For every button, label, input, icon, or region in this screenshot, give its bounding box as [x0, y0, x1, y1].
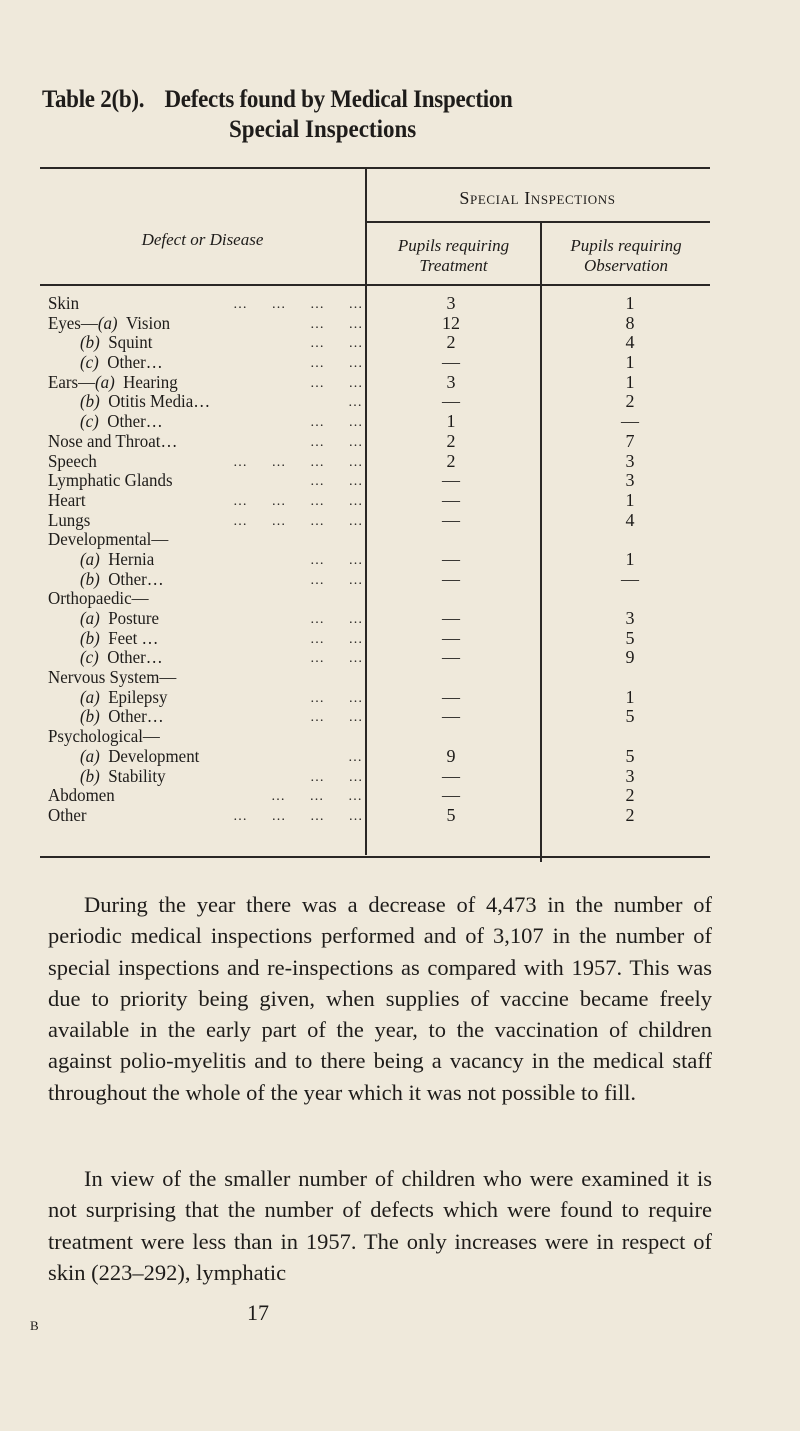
cell-observation: 3 — [625, 450, 635, 471]
cell-treatment: 3 — [446, 371, 456, 392]
table-row — [48, 352, 710, 372]
column-header-treatment-line1: Pupils requiring — [397, 236, 510, 255]
table-row — [48, 293, 710, 313]
row-label — [48, 510, 90, 530]
cell-treatment: 2 — [446, 430, 456, 451]
table-row — [48, 746, 710, 766]
header-sub-rule — [365, 221, 710, 223]
cell-observation: 1 — [625, 371, 635, 392]
table-row — [48, 647, 710, 667]
cell-observation: 2 — [625, 785, 635, 806]
column-header-treatment — [367, 236, 540, 276]
cell-treatment: — — [442, 627, 460, 648]
cell-treatment: — — [442, 352, 460, 373]
cell-treatment: — — [442, 470, 460, 491]
row-label — [48, 726, 160, 746]
paragraph-2 — [48, 1163, 712, 1288]
cell-observation: 5 — [625, 745, 635, 766]
cell-observation: 2 — [625, 391, 635, 412]
column-header-defect: Defect or Disease — [141, 230, 264, 249]
row-label-text: Lymphatic Glands — [48, 470, 173, 491]
leader-dots: … … — [310, 434, 363, 450]
row-letter: (a) — [80, 608, 100, 628]
table-row — [48, 470, 710, 490]
row-letter: (a) — [97, 312, 118, 333]
column-group-header-special-inspections: Special Inspections — [459, 188, 616, 208]
row-label-text: Nose and Throat… — [48, 430, 178, 451]
leader-dots: … … … — [271, 789, 363, 805]
table-number: Table 2(b). — [42, 86, 145, 113]
row-label — [80, 628, 158, 648]
leader-dots: … … — [310, 474, 363, 490]
table-subtitle: Special Inspections — [229, 116, 417, 143]
row-label-text: Otitis Media… — [108, 391, 211, 412]
row-label — [80, 352, 163, 372]
row-label — [48, 529, 168, 549]
table-row — [48, 431, 710, 451]
table-row — [48, 706, 710, 726]
paragraph-1 — [48, 889, 712, 1108]
cell-observation: — — [621, 568, 639, 589]
cell-treatment: — — [442, 706, 460, 727]
table-row — [48, 569, 710, 589]
row-letter: (b) — [80, 765, 100, 786]
row-label — [48, 372, 178, 392]
row-label — [80, 687, 167, 707]
row-label-text: Squint — [108, 332, 153, 353]
table-row — [48, 667, 710, 687]
cell-observation: 1 — [625, 548, 635, 569]
leader-dots: … … … … — [233, 808, 363, 824]
cell-observation: 7 — [625, 430, 635, 451]
row-label-text: Development — [108, 745, 200, 766]
row-label-text: Other… — [107, 352, 163, 373]
table-row — [48, 549, 710, 569]
row-label — [80, 746, 199, 766]
leader-dots: … … — [310, 415, 363, 431]
column-header-observation-line2: Observation — [583, 256, 669, 275]
row-letter: (b) — [80, 706, 100, 727]
cell-treatment: — — [442, 785, 460, 806]
row-letter: (a) — [80, 686, 100, 707]
row-category: Ears— — [48, 371, 95, 392]
table-row — [48, 687, 710, 707]
table-row — [48, 529, 710, 549]
row-letter: (b) — [80, 391, 100, 412]
row-label-text: Hernia — [108, 548, 155, 569]
row-label-text: Posture — [108, 608, 159, 628]
leader-dots: … … — [310, 631, 363, 647]
cell-observation: 5 — [625, 627, 635, 648]
cell-observation: — — [621, 411, 639, 432]
cell-treatment: 2 — [446, 450, 456, 471]
cell-treatment: — — [442, 647, 460, 668]
table-title — [42, 86, 513, 114]
row-label — [48, 313, 170, 333]
row-letter: (b) — [80, 627, 100, 648]
cell-observation: 2 — [625, 804, 635, 825]
cell-observation: 1 — [625, 352, 635, 373]
row-letter: (c) — [80, 352, 99, 373]
cell-observation: 8 — [625, 312, 635, 333]
cell-treatment: 1 — [446, 411, 456, 432]
paragraph-1-text: During the year there was a decrease of 4,473 in the number of periodic medical inspections performed and of 3,107 in the number of special inspections and re-inspections as compared with 1957. This was due to priority being given, when supplies of vaccine became freely available in the early part of the year, to the vaccination of children against polio-myelitis and to there being a vacancy in the medical staff throughout the whole of the year which it was not possible to fill. — [48, 892, 712, 1105]
row-label-text: Stability — [108, 765, 166, 786]
row-label-text: Epilepsy — [108, 686, 168, 707]
leader-dots: … — [348, 395, 363, 411]
row-label-text: Other… — [108, 706, 164, 727]
cell-observation: 1 — [625, 686, 635, 707]
row-label-text: Other — [48, 804, 87, 825]
cell-treatment: — — [442, 489, 460, 510]
row-label — [48, 588, 149, 608]
cell-observation: 5 — [625, 706, 635, 727]
cell-treatment: — — [442, 548, 460, 569]
row-label-text: Skin — [48, 293, 80, 313]
cell-observation: 1 — [625, 293, 635, 313]
row-label-text: Other… — [107, 647, 163, 668]
table-top-rule — [40, 167, 710, 169]
cell-observation: 3 — [625, 765, 635, 786]
leader-dots: … … … … — [233, 513, 363, 529]
leader-dots: … … — [310, 552, 363, 568]
row-label — [48, 451, 97, 471]
table-title-text: Defects found by Medical Inspection — [164, 86, 513, 113]
row-label-text: Developmental— — [48, 529, 169, 550]
cell-treatment: 9 — [446, 745, 456, 766]
table-row — [48, 726, 710, 746]
cell-treatment: — — [442, 608, 460, 628]
leader-dots: … … — [310, 690, 363, 706]
leader-dots: … … — [310, 336, 363, 352]
cell-treatment: 5 — [446, 804, 456, 825]
row-label — [80, 411, 163, 431]
leader-dots: … … … … — [233, 297, 363, 312]
header-bottom-rule — [40, 284, 710, 286]
row-label — [48, 667, 176, 687]
cell-observation: 1 — [625, 489, 635, 510]
table-row — [48, 766, 710, 786]
row-label — [80, 706, 164, 726]
page-number: 17 — [247, 1300, 269, 1325]
table-row — [48, 451, 710, 471]
row-label — [80, 647, 163, 667]
table-row — [48, 372, 710, 392]
cell-observation: 3 — [625, 608, 635, 628]
leader-dots: … … — [310, 356, 363, 372]
cell-treatment: — — [442, 686, 460, 707]
leader-dots: … … — [310, 769, 363, 785]
row-label — [48, 470, 173, 490]
row-label-text: Abdomen — [48, 785, 115, 806]
cell-treatment: 2 — [446, 332, 456, 353]
row-label — [80, 569, 164, 589]
cell-treatment: 3 — [446, 293, 456, 313]
leader-dots: … … — [310, 375, 363, 391]
row-label-text: Other… — [108, 568, 164, 589]
cell-observation: 9 — [625, 647, 635, 668]
row-label-text: Hearing — [123, 371, 178, 392]
row-label — [80, 391, 210, 411]
row-label — [48, 490, 86, 510]
leader-dots: … … — [310, 316, 363, 332]
row-label-text: Lungs — [48, 509, 91, 530]
row-label — [80, 332, 152, 352]
row-label — [80, 549, 154, 569]
cell-observation: 4 — [625, 332, 635, 353]
table-row — [48, 510, 710, 530]
table-row — [48, 608, 710, 628]
table-row — [48, 628, 710, 648]
row-label — [48, 293, 79, 313]
row-label-text: Orthopaedic— — [48, 588, 149, 609]
column-header-observation-line1: Pupils requiring — [570, 236, 682, 255]
leader-dots: … — [348, 749, 363, 765]
signature-mark: B — [30, 1318, 39, 1333]
row-label — [80, 608, 159, 628]
table-row — [48, 391, 710, 411]
table-row — [48, 785, 710, 805]
cell-observation: 4 — [625, 509, 635, 530]
table-row — [48, 805, 710, 825]
leader-dots: … … … … — [233, 454, 363, 470]
row-label-text: Speech — [48, 450, 97, 471]
row-letter: (a) — [94, 371, 115, 392]
leader-dots: … … — [310, 612, 363, 627]
table-bottom-rule — [40, 856, 710, 858]
cell-treatment: — — [442, 509, 460, 530]
cell-observation: 3 — [625, 470, 635, 491]
row-label — [48, 805, 87, 825]
row-label-text: Psychological— — [48, 726, 160, 747]
leader-dots: … … — [310, 710, 363, 726]
cell-treatment: — — [442, 568, 460, 589]
leader-dots: … … … … — [233, 493, 363, 509]
cell-treatment: — — [442, 765, 460, 786]
table-body — [48, 293, 710, 825]
row-letter: (c) — [80, 411, 99, 432]
table-row — [48, 411, 710, 431]
cell-treatment: — — [442, 391, 460, 412]
table-row — [48, 490, 710, 510]
row-label — [80, 766, 166, 786]
row-label — [48, 431, 177, 451]
row-letter: (b) — [80, 332, 100, 353]
row-letter: (c) — [80, 647, 99, 668]
row-letter: (a) — [80, 548, 100, 569]
leader-dots: … … — [310, 651, 363, 667]
column-header-treatment-line2: Treatment — [419, 256, 488, 275]
leader-dots: … … — [310, 572, 363, 588]
table-row — [48, 588, 710, 608]
paragraph-2-text: In view of the smaller number of children who were examined it is not surprising that the number of defects which were found to require treatment were less than in 1957. The only increases were in respect of skin (223–292), lymphatic — [48, 1166, 712, 1285]
row-letter: (a) — [80, 745, 100, 766]
row-category: Eyes— — [48, 312, 98, 333]
row-label-text: Heart — [48, 489, 86, 510]
row-label — [48, 785, 115, 805]
row-letter: (b) — [80, 568, 100, 589]
row-label-text: Other… — [107, 411, 163, 432]
row-label-text: Nervous System— — [48, 667, 177, 688]
table-row — [48, 313, 710, 333]
column-header-observation — [542, 236, 710, 276]
table-row — [48, 332, 710, 352]
cell-treatment: 12 — [442, 312, 460, 333]
row-label-text: Vision — [126, 312, 171, 333]
row-label-text: Feet … — [108, 627, 159, 648]
